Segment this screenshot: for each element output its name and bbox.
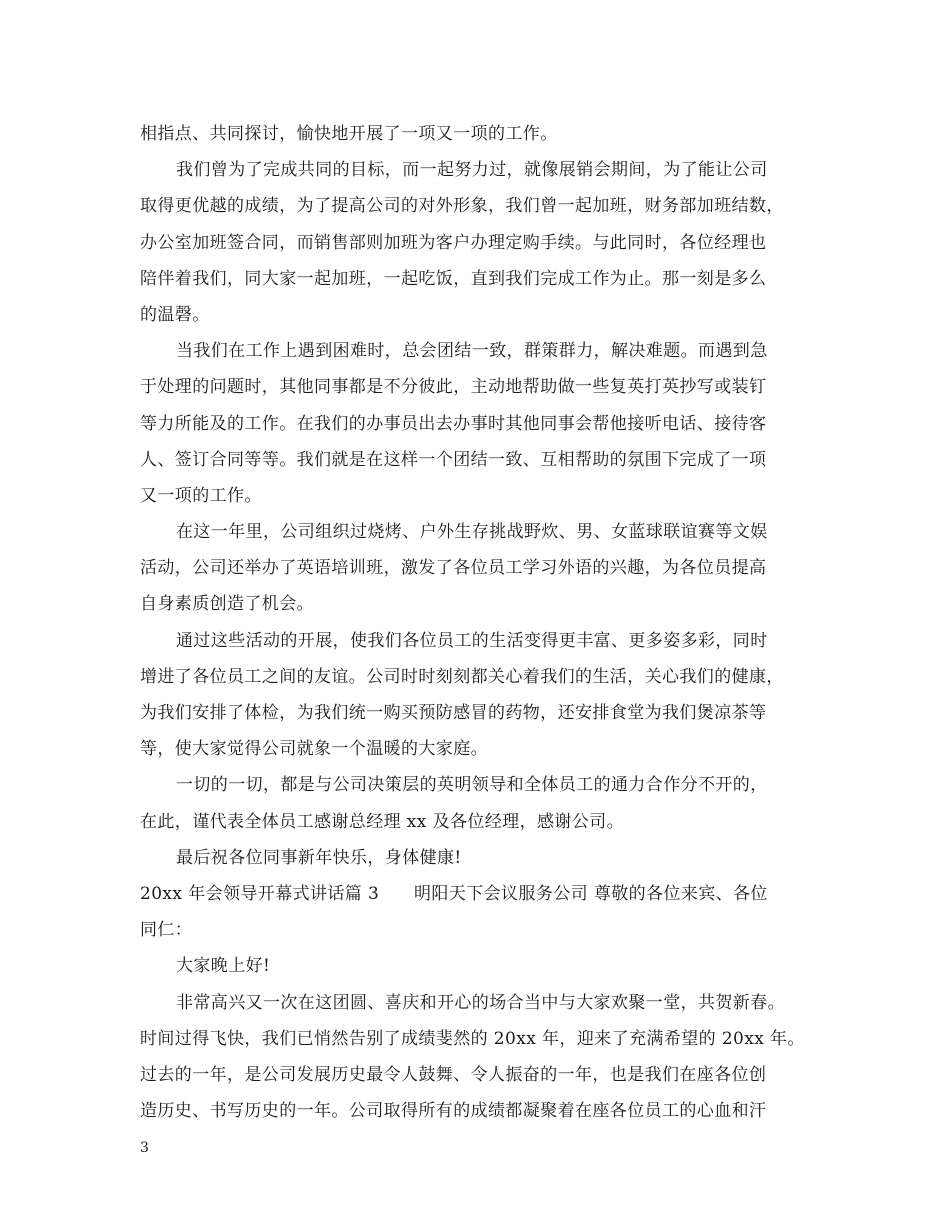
text-line: 办公室加班签合同，而销售部则加班为客户办理定购手续。与此同时，各位经理也 [140, 232, 767, 253]
text-line: 相指点、共同探讨，愉快地开展了一项又一项的工作。 [140, 124, 558, 144]
text-line: 人、签订合同等等。我们就是在这样一个团结一致、互相帮助的氛围下完成了一项 [140, 449, 767, 470]
text-line: 大家晚上好! [176, 956, 271, 977]
text-line: 陪伴着我们，同大家一起加班，一起吃饭，直到我们完成工作为止。那一刻是多么 [140, 268, 767, 289]
text-line: 取得更优越的成绩，为了提高公司的对外形象，我们曾一起加班，财务部加班结数， [140, 196, 784, 217]
text-line: 于处理的问题时，其他同事都是不分彼此，主动地帮助做一些复英打英抄写或装钉 [140, 377, 767, 398]
text-line: 20xx 年会领导开幕式讲话篇 3 明阳天下会议服务公司 尊敬的各位来宾、各位 [140, 883, 768, 904]
text-line: 又一项的工作。 [140, 485, 262, 506]
text-line: 造历史、书写历史的一年。公司取得所有的成绩都凝聚着在座各位员工的心血和汗 [140, 1101, 767, 1122]
text-line: 过去的一年，是公司发展历史最令人鼓舞、令人振奋的一年，也是我们在座各位创 [140, 1064, 767, 1085]
text-line: 时间过得飞快，我们已悄然告别了成绩斐然的 20xx 年，迎来了充满希望的 20xx 年。 [140, 1028, 805, 1049]
text-line: 一切的一切，都是与公司决策层的英明领导和全体员工的通力合作分不开的， [176, 775, 768, 796]
document-body [140, 116, 830, 1129]
text-line: 同仁： [140, 920, 193, 941]
text-line: 为我们安排了体检，为我们统一购买预防感冒的药物，还安排食堂为我们煲凉茶等 [140, 703, 767, 723]
text-line: 当我们在工作上遇到困难时，总会团结一致，群策群力，解决难题。而遇到急 [176, 341, 768, 362]
text-line: 等力所能及的工作。在我们的办事员出去办事时其他同事会帮他接听电话、接待客 [140, 413, 767, 434]
text-line: 等，使大家觉得公司就象一个温暖的大家庭。 [140, 739, 488, 760]
text-line: 通过这些活动的开展，使我们各位员工的生活变得更丰富、更多姿多彩，同时 [176, 630, 768, 651]
text-line: 增进了各位员工之间的友谊。公司时时刻刻都关心着我们的生活，关心我们的健康， [140, 666, 784, 687]
text-line: 在这一年里，公司组织过烧烤、户外生存挑战野炊、男、女蓝球联谊赛等文娱 [176, 522, 768, 543]
text-line: 我们曾为了完成共同的目标，而一起努力过，就像展销会期间，为了能让公司 [176, 160, 768, 181]
text-line: 在此，谨代表全体员工感谢总经理 xx 及各位经理，感谢公司。 [140, 811, 624, 832]
text-line: 非常高兴又一次在这团圆、喜庆和开心的场合当中与大家欢聚一堂，共贺新春。 [176, 992, 785, 1013]
text-line: 活动，公司还举办了英语培训班，激发了各位员工学习外语的兴趣，为各位员提高 [140, 558, 767, 579]
page-number: 3 [140, 1140, 149, 1156]
text-line: 最后祝各位同事新年快乐，身体健康! [176, 847, 462, 868]
text-line: 自身素质创造了机会。 [140, 594, 314, 615]
text-line: 的温磬。 [140, 304, 210, 325]
